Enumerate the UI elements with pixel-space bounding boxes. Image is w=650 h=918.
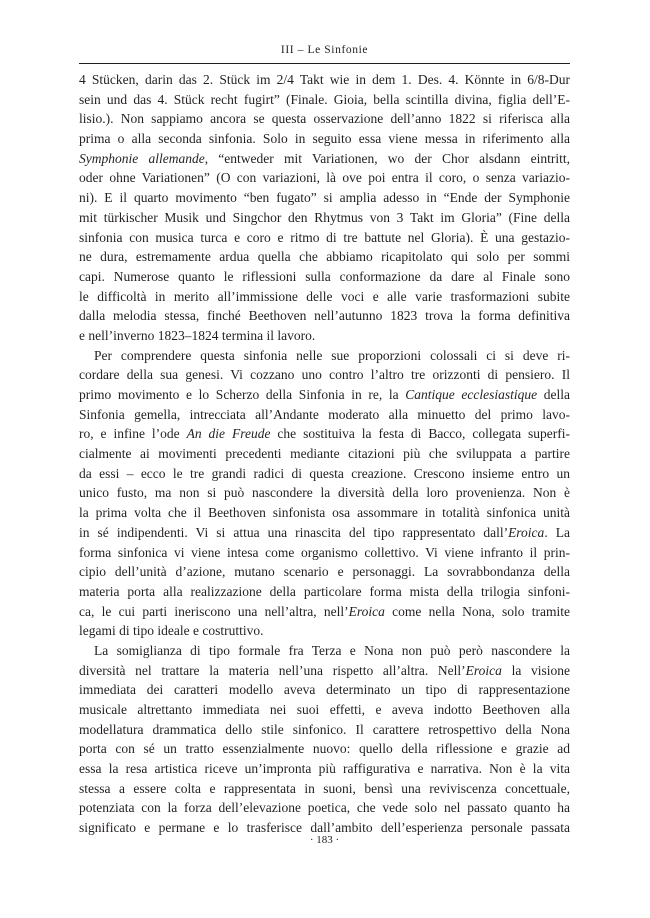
text-line <box>79 700 570 720</box>
text-line <box>79 149 570 169</box>
italic-title: Eroica <box>508 524 545 540</box>
italic-title: Eroica <box>348 603 385 619</box>
text-segment: forma sinfonica vi viene intesa come organismo collettivo. Vi viene infranto il prin- <box>79 544 570 560</box>
text-line <box>79 562 570 582</box>
body-text <box>79 70 570 838</box>
text-segment: mit türkischer Musik und Singchor den Rhytmus von 3 Takt im Gloria” (Fine della <box>79 209 570 225</box>
text-line <box>79 523 570 543</box>
text-line <box>79 188 570 208</box>
header-rule <box>79 63 570 64</box>
text-line <box>79 543 570 563</box>
text-segment: sinfonia con musica turca e coro e ritmo di tre battute nel Gloria). È una gestazio- <box>79 229 570 245</box>
text-segment: della <box>537 387 571 402</box>
text-segment: modellatura drammatica dello stile sinfonico. Il carattere retrospettivo della Nona <box>79 721 570 737</box>
text-line <box>79 287 570 307</box>
text-line <box>79 444 570 464</box>
text-segment: lisio.). Non sappiamo ancora se questa osservazione dell’anno 1822 si riferisca alla <box>79 111 570 127</box>
text-segment: materia porta alla realizzazione della particolare forma mista della trilogia sinfoni- <box>79 583 570 599</box>
text-segment: musicale altrettanto immediata nei suoi effetti, e aveva indotto Beethoven alla <box>79 702 570 717</box>
text-segment: cialmente ai movimenti precedenti mediante citazioni più che sviluppata a partire <box>79 446 570 462</box>
text-line <box>79 267 570 287</box>
text-line <box>79 306 570 326</box>
text-segment: stessa a essere colta e rappresentata in suoni, bensì una reviviscenza concettuale, <box>79 780 570 796</box>
text-line <box>79 168 570 188</box>
text-line <box>79 759 570 779</box>
text-segment: Sinfonia gemella, intrecciata all’Andante moderato alla minuetto del primo lavo- <box>79 406 570 422</box>
text-line <box>79 641 570 661</box>
text-segment: e nell’inverno 1823–1824 termina il lavoro. <box>79 327 316 343</box>
running-head: III – Le Sinfonie <box>280 44 369 56</box>
text-line <box>79 346 570 366</box>
text-segment: la visione <box>501 662 570 678</box>
page-number: · 183 · <box>309 834 340 846</box>
text-segment: immediata dei caratteri modello aveva determinato un tipo di rappresentazione <box>79 682 570 698</box>
text-segment: capi. Numerose quanto le riflessioni sulla conformazione da dare al Finale sono <box>79 268 570 284</box>
text-line <box>79 385 570 405</box>
text-segment: prima o alla seconda sinfonia. Solo in seguito essa viene messa in riferimento alla <box>79 131 570 147</box>
text-line <box>79 109 570 129</box>
text-segment: la prima volta che il Beethoven sinfonista osa assommare in totalità sinfonica unità <box>79 505 570 521</box>
text-segment: cordare della sua genesi. Vi cozzano uno contro l’altro tre orizzonti di pensiero. Il <box>79 367 570 383</box>
text-line <box>79 621 570 641</box>
text-line <box>79 228 570 248</box>
text-line <box>79 365 570 385</box>
text-segment: da essi – ecco le tre grandi radici di questa creazione. Crescono insieme entro un <box>79 465 570 481</box>
italic-title: Symphonie allemande <box>79 150 205 166</box>
text-segment: essa la resa artistica riceve un’impronta più raffigurativa e narrativa. Non è la vita <box>79 761 570 777</box>
text-line <box>79 464 570 484</box>
text-line <box>79 798 570 818</box>
text-line <box>79 503 570 523</box>
text-segment: Per comprendere questa sinfonia nelle sue proporzioni colossali ci si deve ri- <box>94 347 570 363</box>
text-line <box>79 90 570 110</box>
text-segment: cipio dell’unità d’azione, mutano scenario e personaggi. La sovrabbondanza della <box>79 564 570 580</box>
text-line <box>79 720 570 740</box>
text-segment: ca, le cui parti ineriscono una nell’altra, nell’ <box>79 603 349 619</box>
text-line <box>79 602 570 622</box>
text-segment: , “entweder mit Variationen, wo der Chor alsdann eintritt, <box>204 150 571 166</box>
text-line <box>79 680 570 700</box>
text-segment: che sostituiva la festa di Bacco, collegata superfi- <box>270 426 570 442</box>
text-segment: significato e permane e lo trasferisce dall’ambito dell’esperienza personale passata <box>79 820 570 836</box>
text-line <box>79 247 570 267</box>
text-segment: sein und das 4. Stück recht fugirt” (Finale. Gioia, bella scintilla divina, figlia dell’E- <box>79 91 570 107</box>
text-line <box>79 405 570 425</box>
text-segment: dalla melodia stessa, finché Beethoven nell’autunno 1823 trova la forma definitiva <box>79 308 570 324</box>
text-segment: ni). E il quarto movimento “ben fugato” si amplia adesso in “Ende der Symphonie <box>79 190 570 206</box>
text-line <box>79 582 570 602</box>
text-segment: ne dura, estremamente ardua quella che abbiamo ricapitolato qui solo per sommi <box>79 249 570 265</box>
italic-title: Eroica <box>465 662 502 678</box>
text-segment: 4 Stücken, darin das 2. Stück im 2/4 Takt wie in dem 1. Des. 4. Könnte in 6/8-Dur <box>79 72 570 87</box>
text-line <box>79 661 570 681</box>
text-segment: La somiglianza di tipo formale fra Terza e Nona non può però nascondere la <box>94 642 570 658</box>
text-line <box>79 424 570 444</box>
text-line <box>79 70 570 90</box>
text-segment: diversità nel trattare la materia nell’una rispetto all’altra. Nell’ <box>79 662 466 678</box>
text-line <box>79 779 570 799</box>
text-segment: legami di tipo ideale e costruttivo. <box>79 623 264 639</box>
text-line <box>79 739 570 759</box>
text-segment: . La <box>544 524 570 540</box>
text-segment: ro, e infine l’ode <box>79 426 187 442</box>
italic-title: An die Freude <box>186 426 271 442</box>
text-line <box>79 326 570 346</box>
text-segment: oder ohne Variationen” (O con variazioni, là ove poi entra il coro, o senza variazio- <box>79 170 570 186</box>
text-segment: unico fusto, ma non si può nascondere la diversità della loro provenienza. Non è <box>79 485 570 501</box>
text-segment: in sé indipendenti. Vi si attua una rinascita del tipo rappresentato dall’ <box>79 524 509 540</box>
text-segment: primo movimento e lo Scherzo della Sinfonia in re, la <box>79 387 406 402</box>
text-segment: porta con sé un tratto essenzialmente nuovo: quello della riflessione e grazie ad <box>79 741 570 757</box>
text-segment: le difficoltà in merito all’immissione delle voci e alle varie trasformazioni subite <box>79 288 570 304</box>
text-segment: come nella Nona, solo tramite <box>384 603 570 619</box>
text-line <box>79 483 570 503</box>
text-line <box>79 208 570 228</box>
italic-title: Cantique ecclesiastique <box>405 387 538 402</box>
text-segment: potenziata con la forza dell’elevazione poetica, che vede solo nel passato quanto ha <box>79 800 570 816</box>
text-line <box>79 129 570 149</box>
